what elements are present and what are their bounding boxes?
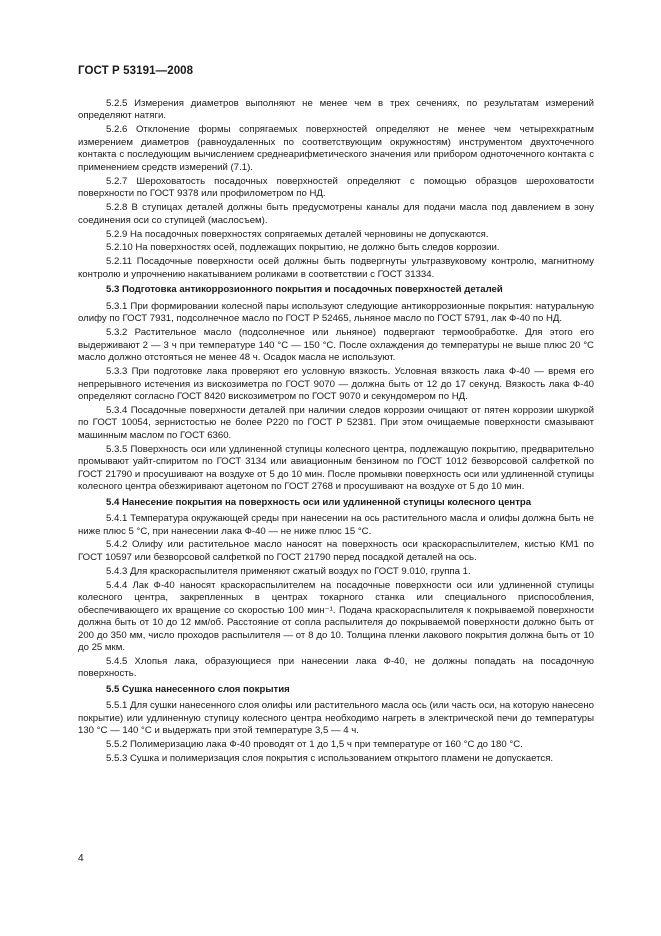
paragraph: 5.4.1 Температура окружающей среды при нанесении на ось растительного масла и олифы должна быть не ниже плюс 5 °С, при нанесении лака Ф-40 — не ниже плюс 15 °С. bbox=[78, 513, 594, 537]
document-header: ГОСТ Р 53191—2008 bbox=[78, 65, 194, 77]
section-heading: 5.3 Подготовка антикоррозионного покрытия и посадочных поверхностей деталей bbox=[106, 284, 503, 296]
paragraph: 5.5.1 Для сушки нанесенного слоя олифы или растительного масла ось (или часть оси, на которую нанесено покрытие) или удлиненную ступицу колесного центра необходимо нагреть в электрической печи до температуры 130 °С — 140 °С и выдержать при этой температуре 3,5 — 4 ч. bbox=[78, 700, 594, 737]
paragraph: 5.2.8 В ступицах деталей должны быть предусмотрены каналы для подачи масла под давлением в зону соединения оси со ступицей (маслосъем). bbox=[78, 202, 594, 226]
paragraph: 5.2.7 Шероховатость посадочных поверхностей определяют с помощью образцов шероховатости поверхности по ГОСТ 9378 или профилометром по НД. bbox=[78, 175, 594, 200]
paragraph: 5.3.5 Поверхность оси или удлиненной ступицы колесного центра, подлежащую покрытию, предварительно промывают уайт-спиритом по ГОСТ 3134 или авиационным бензином по ГОСТ 1012 безворсовой салфеткой по ГОСТ 21790 и просушивают на воздухе от 5 до 10 мин. После промывки поверхность оси или удлиненной ступицы колесного центра обезжиривают ацетоном по ГОСТ 2768 и просушивают на воздухе от 5 до 10 мин. bbox=[78, 443, 594, 493]
paragraph: 5.3.3 При подготовке лака проверяют его условную вязкость. Условная вязкость лака Ф-40 — время его непрерывного истечения из вискозиметра по ГОСТ 9070 — должна быть от 12 до 17 секунд. Вязкость лака Ф-40 определяют согласно ГОСТ 8420 вискозиметром по ГОСТ 9070 и секундомером по НД. bbox=[78, 366, 594, 402]
section-heading: 5.5 Сушка нанесенного слоя покрытия bbox=[106, 683, 290, 695]
paragraph: 5.2.5 Измерения диаметров выполняют не менее чем в трех сечениях, по результатам измерений определяют натяги. bbox=[78, 98, 594, 122]
document-body bbox=[78, 98, 594, 767]
paragraph: 5.5.3 Сушка и полимеризация слоя покрытия с использованием открытого пламени не допускается. bbox=[106, 753, 554, 765]
paragraph: 5.3.2 Растительное масло (подсолнечное или льняное) подвергают термообработке. Для этого его выдерживают 2 — 3 ч при температуре 140 °С — 150 °С. После охлаждения до температуры не выше плюс 20 °С масло должно отстояться не менее 48 ч. Осадок масла не используют. bbox=[78, 327, 594, 364]
paragraph: 5.4.4 Лак Ф-40 наносят краскораспылителем на посадочные поверхности оси или удлиненной ступицы колесного центра, закрепленных в центрах токарного станка или специального приспособления, обеспечивающего их вращение со скоростью 100 мин⁻¹. Подача краскораспылителя к покрываемой поверхности должна быть от 10 до 12 мм/об. Расстояние от сопла распылителя до покрываемой поверхности должно быть от 200 до 350 мм, число проходов распылителя — от 8 до 10. Толщина пленки лакового покрытия должна быть от 10 до 25 мкм. bbox=[78, 579, 594, 654]
paragraph: 5.2.6 Отклонение формы сопрягаемых поверхностей определяют не менее чем четырехкратным измерением диаметров (равноудаленных по соответствующим окружностям) инструментом двухточечного контакта с последующим вычислением среднеарифметического значения или прибором одноточечного контакта с применением средств измерений (7.1). bbox=[78, 124, 594, 173]
paragraph: 5.4.5 Хлопья лака, образующиеся при нанесении лака Ф-40, не должны попадать на посадочную поверхность. bbox=[78, 656, 594, 680]
page-number: 4 bbox=[78, 853, 84, 864]
paragraph: 5.2.10 На поверхностях осей, подлежащих покрытию, не должно быть следов коррозии. bbox=[106, 242, 500, 254]
paragraph: 5.3.4 Посадочные поверхности деталей при наличии следов коррозии очищают от пятен коррозии шкуркой по ГОСТ 10054, зернистостью не более Р220 по ГОСТ Р 52381. При этом очищаемые поверхности смазывают машинным маслом по ГОСТ 6360. bbox=[78, 404, 594, 441]
paragraph: 5.2.11 Посадочные поверхности осей должны быть подвергнуты ультразвуковому контролю, магнитному контролю и упрочнению накатыванием роликами в соответствии с ГОСТ 31334. bbox=[78, 256, 594, 280]
paragraph: 5.4.2 Олифу или растительное масло наносят на поверхность оси краскораспылителем, кистью КМ1 по ГОСТ 10597 или безворсовой салфеткой по ГОСТ 21790 перед посадкой деталей на ось. bbox=[78, 539, 594, 563]
section-heading: 5.4 Нанесение покрытия на поверхность оси или удлиненной ступицы колесного центра bbox=[106, 496, 532, 508]
paragraph: 5.4.3 Для краскораспылителя применяют сжатый воздух по ГОСТ 9.010, группа 1. bbox=[106, 565, 471, 577]
paragraph: 5.3.1 При формировании колесной пары используют следующие антикоррозионные покрытия: натуральную олифу по ГОСТ 7931, подсолнечное масло по ГОСТ Р 52465, льняное масло по ГОСТ 5791, лак Ф-40 по НД. bbox=[78, 300, 594, 325]
paragraph: 5.5.2 Полимеризацию лака Ф-40 проводят от 1 до 1,5 ч при температуре от 160 °С до 180 °С. bbox=[106, 739, 523, 751]
paragraph: 5.2.9 На посадочных поверхностях сопрягаемых деталей черновины не допускаются. bbox=[106, 228, 489, 240]
